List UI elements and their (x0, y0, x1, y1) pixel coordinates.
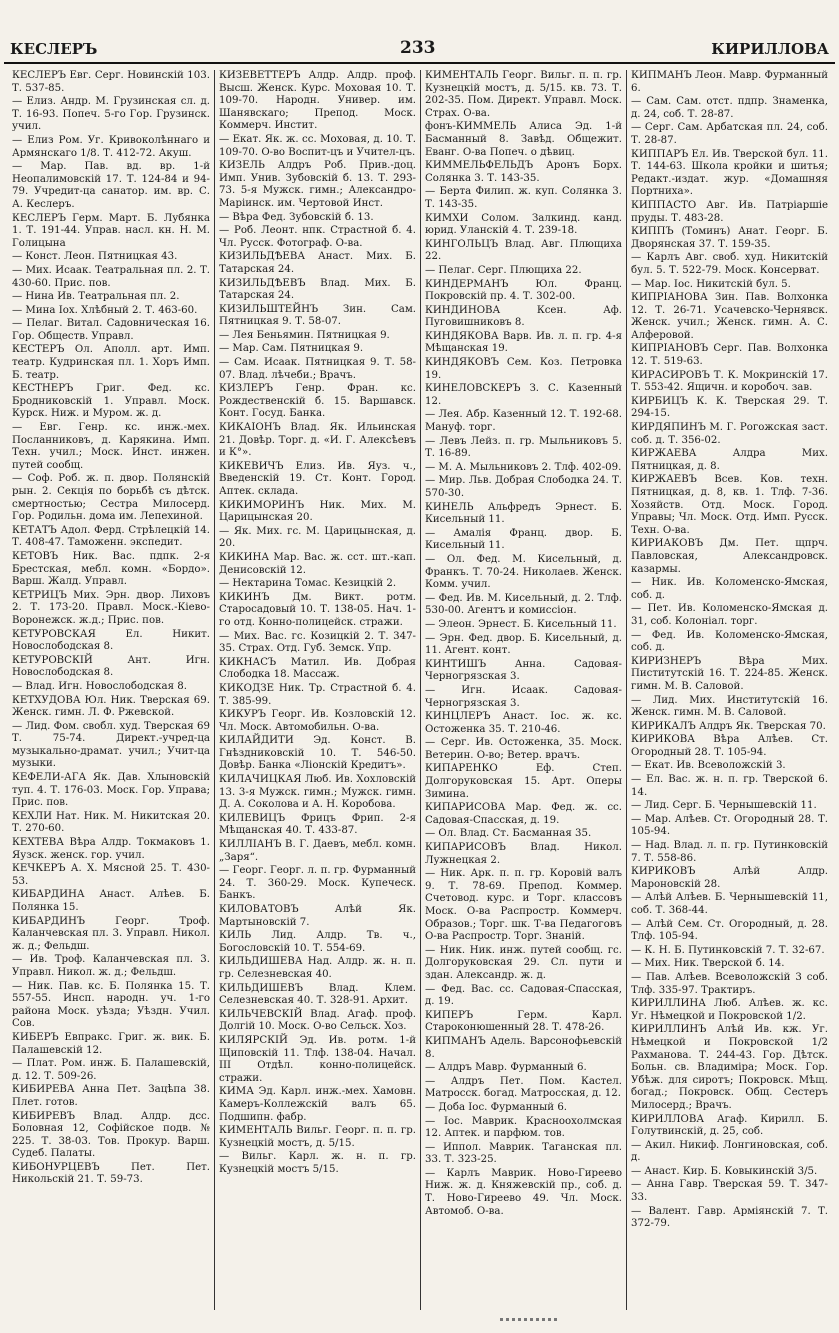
directory-entry: КИЛЬЧЕВСКІЙ Влад. Агаф. проф. Долгій 10. Моск. О-во Сельск. Хоз. (219, 1008, 416, 1033)
directory-entry: — Екат. Як. ж. сс. Моховая, д. 10. Т. 109-70. О-во Воспит-цъ и Учител-цъ. (219, 133, 416, 158)
directory-entry: КИПАРИСОВЪ Влад. Никол. Лужнецкая 2. (425, 842, 622, 866)
directory-entry: — Лея Беньямин. Пятницкая 9. (219, 329, 390, 341)
directory-entry: — Мар. Пав. вд. вр. 1-й Неопалимовскій 17. Т. 124-84 и 94-79. Учредит-ца санатор. им. вр. С. А. Кеслеръ. (12, 161, 210, 210)
directory-entry: КИБОНУРЦЕВЪ Пет. Пет. Никольскій 21. Т. 59-73. (12, 1161, 210, 1186)
directory-entry: — Нина Ив. Театральная пл. 2. (12, 291, 180, 303)
directory-entry: КИБИРЕВА Анна Пет. Зацѣпа 38. Плет. готов. (12, 1084, 210, 1108)
directory-entry: КИЛАЙДИТИ Эд. Конст. В. Гнѣздниковскій 10. Т. 546-50. Довѣр. Банка «Ліонскій Кредитъ». (219, 735, 416, 772)
directory-entry: КИЛАЧИЦКАЯ Люб. Ив. Хохловскій 13. 3-я Мужск. гимн.; Мужск. гимн. Д. А. Соколова и А. Н. Коробова. (219, 774, 416, 811)
directory-entry: — Карлъ Авг. своб. худ. Никитскій бул. 5. Т. 522-79. Моск. Консерват. (631, 252, 828, 276)
directory-entry: — Игн. Исаак. Садовая-Черногрязская 3. (425, 684, 622, 709)
directory-entry: КЕЧКЕРЪ А. Х. Мясной 25. Т. 430-53. (12, 863, 210, 887)
directory-entry: — Валент. Гавр. Арміянскій 7. Т. 372-79. (631, 1205, 828, 1230)
directory-entry: — Иппол. Маврик. Таганская пл. 33. Т. 323-25. (425, 1141, 622, 1166)
directory-entry: — Над. Влад. л. п. гр. Путинковскій 7. Т. 558-86. (631, 840, 828, 864)
directory-entry: КИНДЕРМАНЪ Юл. Франц. Покровскій пр. 4. Т. 302-00. (425, 278, 622, 303)
directory-entry: — Лид. Фом. свобл. худ. Тверская 69 Т. 75-74. Директ.-учред-ца музыкально-драмат. учил.; Учит-ца музыки. (12, 720, 210, 770)
directory-entry: КИППЪ (Томинъ) Анат. Георг. Б. Дворянская 37. Т. 159-35. (631, 226, 828, 250)
footer-print-mark (500, 1318, 560, 1321)
directory-entry: — Конст. Леон. Пятницкая 43. (12, 251, 178, 263)
directory-entry: КИЗИЛЬШТЕЙНЪ Зин. Сам. Пятницкая 9. Т. 58-07. (219, 303, 416, 328)
directory-entry: — К. Н. Б. Путинковскій 7. Т. 32-67. (631, 944, 825, 956)
directory-entry: КИКАІОНЪ Влад. Як. Ильинская 21. Довѣр. Торг. д. «И. Г. Алексѣевъ и К°». (219, 422, 416, 459)
directory-entry: — Іос. Маврик. Красноохолмская 12. Аптек. и парфюм. тов. (425, 1115, 622, 1140)
directory-entry: КИРДЯПИНЪ М. Г. Рогожская заст. соб. д. Т. 356-02. (631, 422, 828, 446)
directory-entry: КИППАРЪ Ел. Ив. Тверской бул. 11. Т. 144-63. Школа кройки и шитья; Редакт.-издат. жур. «Домашняя Портниха». (631, 148, 828, 198)
directory-entry: КИЗЕЛЬ Алдръ Роб. Прив.-доц. Имп. Унив. Зубовскій б. 13. Т. 293-73. 5-я Мужск. гимн.; Александро-Маріинск. им. Чертовой Инст. (219, 160, 416, 209)
directory-entry: — Алдръ Мавр. Фурманный 6. (425, 1062, 587, 1074)
directory-entry: КИНДИНОВА Ксен. Аф. Пуговишниковъ 8. (425, 304, 622, 329)
directory-entry: — Сам. Сам. отст. пдпр. Знаменка, д. 24, соб. Т. 28-87. (631, 96, 828, 120)
directory-entry: КИРЖАЕВА Алдра Мих. Пятницкая, д. 8. (631, 448, 828, 472)
column-3 (420, 70, 626, 1310)
directory-entry: КИКОДЗЕ Ник. Тр. Страстной б. 4. Т. 385-99. (219, 682, 416, 707)
directory-entry: КИЛЬ Лид. Алдр. Тв. ч., Богословскій 10. Т. 554-69. (219, 930, 416, 954)
directory-entry: — Пет. Ив. Коломенско-Ямская д. 31, соб. Колоніал. торг. (631, 603, 828, 627)
directory-entry: — Алѣй Сем. Ст. Огородный, д. 28. Тлф. 105-94. (631, 918, 828, 943)
directory-entry: КИПРІАНОВЪ Серг. Пав. Волхонка 12. Т. 519-63. (631, 343, 828, 368)
directory-entry: КЕХЛИ Нат. Ник. М. Никитская 20. Т. 270-60. (12, 810, 210, 835)
directory-entry: КИНЕЛОВСКЕРЪ З. С. Казенный 12. (425, 383, 622, 407)
directory-entry: КИЗЕВЕТТЕРЪ Алдр. Алдр. проф. Высш. Женск. Курс. Моховая 10. Т. 109-70. Народн. Универ. им. Шанявскаго; Препод. Моск. Коммерч. Инстит. (219, 70, 416, 132)
directory-entry: — Мар. Іос. Никитскій бул. 5. (631, 278, 791, 290)
directory-entry: — Сам. Исаак. Пятницкая 9. Т. 58-07. Влад. лѣчеби.; Врачъ. (219, 357, 416, 381)
directory-entry: КИБИРЕВЪ Влад. Алдр. дсс. Боловная 12, Софійское подв. № 225. Т. 38-03. Тов. Прокур. Варш. Судеб. Палаты. (12, 1110, 210, 1160)
directory-entry: — Лид. Мих. Институтскій 16. Женск. гимн. М. В. Саловой. (631, 694, 828, 719)
directory-entry: — Пелаг. Серг. Плющиха 22. (425, 264, 582, 276)
directory-entry: КИММЕЛЬФЕЛЬДЪ Аронъ Борх. Солянка 3. Т. 143-35. (425, 160, 622, 184)
column-2 (214, 70, 420, 1310)
directory-entry: КИРИЛЛОВА Агаф. Кирилл. Б. Голутвинскій, д. 25, соб. (631, 1113, 828, 1138)
directory-entry: КЕСЛЕРЪ Герм. Март. Б. Лубянка 1. Т. 191-44. Управ. насл. кн. Н. М. Голицына (12, 212, 210, 249)
directory-entry: КИКИМОРИНЪ Ник. Мих. М. Царицынская 20. (219, 499, 416, 524)
directory-entry: КЕСЛЕРЪ Евг. Серг. Новинскій 103. Т. 537-85. (12, 70, 210, 94)
directory-entry: — Левъ Лейз. п. гр. Мыльниковъ 5. Т. 16-89. (425, 435, 622, 460)
columns-container (8, 70, 832, 1310)
directory-entry: КИРИКОВА Вѣра Алѣев. Ст. Огородный 28. Т. 105-94. (631, 734, 828, 758)
directory-entry: КИЛЯРСКІЙ Эд. Ив. ротм. 1-й Щиповскій 11. Тлф. 138-04. Начал. III Отдѣл. конно-полицейск. стражи. (219, 1034, 416, 1084)
directory-entry: — Акил. Никиф. Лонгиновская, соб. д. (631, 1139, 828, 1164)
directory-entry: КИКИНА Мар. Вас. ж. сст. шт.-кап. Денисовскій 12. (219, 551, 416, 576)
header-right-guide-word: КИРИЛЛОВА (711, 40, 829, 58)
directory-entry: КИКНАСЪ Матил. Ив. Добрая Слободка 18. Массаж. (219, 656, 416, 681)
directory-entry: КЕТАТЪ Адол. Ферд. Стрѣлецкій 14. Т. 408-47. Таможенн. экспедит. (12, 524, 210, 549)
page-number: 233 (400, 38, 436, 58)
column-1 (8, 70, 214, 1310)
directory-entry: КИНЦЛЕРЪ Анаст. Іос. ж. кс. Остоженка 35. Т. 210-46. (425, 711, 622, 735)
directory-entry: КИМЕНТАЛЬ Георг. Вильг. п. п. гр. Кузнецкій мостъ, д. 5/15. кв. 73. Т. 202-35. Пом. Директ. Управл. Моск. Страх. О-ва. (425, 70, 622, 119)
directory-entry: КИЛЕВИЦЪ Фрицъ Фрип. 2-я Мѣщанская 40. Т. 433-87. (219, 812, 416, 837)
directory-entry: — Доба Іос. Фурманный 6. (425, 1101, 568, 1113)
header-rule (4, 62, 835, 64)
directory-entry: — Мих. Исаак. Театральная пл. 2. Т. 430-60. Прис. пов. (12, 264, 210, 289)
directory-entry: КИНЕЛЬ Альфредъ Эрнест. Б. Кисельный 11. (425, 501, 622, 526)
page-header (0, 0, 839, 72)
directory-entry: — Нектарина Томас. Кезицкій 2. (219, 578, 397, 590)
directory-entry: — Ник. Пав. кс. Б. Полянка 15. Т. 557-55. Инсп. народн. уч. 1-го района Моск. уѣзда; Уѣздн. Учил. Сов. (12, 980, 210, 1030)
directory-entry: — Амалія Франц. двор. Б. Кисельный 11. (425, 527, 622, 552)
directory-entry: — Серг. Ив. Остоженка, 35. Моск. Ветерин. О-во; Ветер. врачъ. (425, 737, 622, 761)
directory-entry: КИЗЛЕРЪ Генр. Фран. кс. Рождественскій б. 15. Варшавск. Конт. Госуд. Банка. (219, 383, 416, 420)
directory-entry: КИЛОВАТОВЪ Алѣй Як. Мартыновскій 7. (219, 904, 416, 928)
column-4 (626, 70, 832, 1310)
directory-entry: — Ник. Арк. п. п. гр. Коровій валъ 9. Т. 78-69. Препод. Коммер. Счетовод. курс. и Торг. классовъ Моск. О-ва Распростр. Коммерч. Образов.; Торг. шк. Т-ва Педагоговъ О-ва Распростр. Торг. Знаній. (425, 868, 622, 943)
directory-entry: КИППАСТО Авг. Ив. Патріаршіе пруды. Т. 483-28. (631, 199, 828, 224)
header-left-guide-word: КЕСЛЕРЪ (10, 40, 98, 58)
directory-entry: КЕСТНЕРЪ Григ. Фед. кс. Бродниковскій 1. Управл. Моск. Курск. Ниж. и Муром. ж. д. (12, 383, 210, 420)
directory-entry: КИМХИ Солом. Залкинд. канд. юрид. Уланскій 4. Т. 239-18. (425, 212, 622, 237)
directory-entry: — Алѣй Алѣев. Б. Чернышевскій 11, соб. Т. 368-44. (631, 892, 828, 916)
directory-entry: КИПЕРЪ Герм. Карл. Староконюшенный 28. Т. 478-26. (425, 1009, 622, 1034)
directory-entry: КИНТИШЪ Анна. Садовая-Черногрязская 3. (425, 658, 622, 683)
directory-entry: — Мар. Алѣев. Ст. Огородный 28. Т. 105-94. (631, 813, 828, 838)
directory-entry: — Алдръ Пет. Пом. Кастел. Матросск. богад. Матросская, д. 12. (425, 1075, 622, 1100)
directory-entry: — Евг. Генр. кс. инж.-мех. Посланниковъ, д. Карякина. Имп. Техн. учил.; Моск. Инст. инжен. путей сообщ. (12, 422, 210, 471)
directory-entry: — Ив. Троф. Каланчевская пл. 3. Управл. Никол. ж. д.; Фельдш. (12, 954, 210, 978)
directory-entry: — Пелаг. Витал. Садовническая 16. Гор. Обществ. Управл. (12, 318, 210, 342)
directory-entry: КИМЕНТАЛЬ Вильг. Георг. п. п. гр. Кузнецкій мостъ, д. 5/15. (219, 1125, 416, 1149)
directory-entry: КИНДЯКОВА Варв. Ив. л. п. гр. 4-я Мѣщанская 19. (425, 330, 622, 355)
directory-entry: — Соф. Роб. ж. п. двор. Полянскій рын. 2. Секція по борьбѣ съ дѣтск. смертностью; Сестра Милосерд. Гор. Родильн. дома им. Лепехиной. (12, 473, 210, 523)
directory-entry: — Вѣра Фед. Зубовскій б. 13. (219, 211, 374, 223)
directory-entry: — Влад. Игн. Новослободская 8. (12, 680, 187, 692)
directory-entry: — Елиз Ром. Уг. Кривоколѣннаго и Армянскаго 1/8. Т. 412-72. Акуш. (12, 134, 210, 159)
directory-entry: КЕТУРОВСКІЙ Ант. Игн. Новослободская 8. (12, 654, 210, 679)
directory-entry: КИПРІАНОВА Зин. Пав. Волхонка 12. Т. 26-71. Усачевско-Чернявск. Женск. учил.; Женск. гимн. А. С. Алферовой. (631, 292, 828, 341)
directory-entry: — Мина Іох. Хлѣбный 2. Т. 463-60. (12, 304, 198, 316)
directory-entry: КИРАСИРОВЪ Т. К. Мокринскій 17. Т. 553-42. Ящичн. и коробоч. зав. (631, 369, 828, 394)
directory-entry: — Ник. Ник. инж. путей сообщ. гс. Долгоруковская 29. Сл. пути и здан. Александр. ж. д. (425, 944, 622, 981)
directory-entry: КИБЕРЪ Евпракс. Григ. ж. вик. Б. Палашевскій 12. (12, 1031, 210, 1056)
directory-entry: КИРИЗНЕРЪ Вѣра Мих. Пиститутскій 16. Т. 224-85. Женск. гимн. М. В. Саловой. (631, 655, 828, 692)
directory-entry: КИНДЯКОВЪ Сем. Коз. Петровка 19. (425, 357, 622, 381)
directory-entry: КИБАРДИНЪ Георг. Троф. Каланчевская пл. 3. Управл. Никол. ж. д.; Фельдш. (12, 915, 210, 952)
directory-entry: КИРИЛЛИНЪ Алѣй Ив. кж. Уг. Нѣмецкой и Покровской 1/2 Рахманова. Т. 244-43. Гор. Дѣтск. Больн. св. Владиміра; Моск. Гор. Убѣж. для сиротъ; Покровск. Мѣщ. богад.; Покровск. Общ. Сестеръ Милосерд.; Врачъ. (631, 1024, 828, 1111)
directory-entry: КЕХТЕВА Вѣра Алдр. Токмаковъ 1. Яузск. женск. гор. учил. (12, 837, 210, 861)
directory-entry: КЕТУРОВСКАЯ Ел. Никит. Новослободская 8. (12, 628, 210, 653)
directory-entry: КИКЕВИЧЪ Елиз. Ив. Яуз. ч., Введенскій 19. Ст. Конт. Город. Аптек. склада. (219, 460, 416, 497)
directory-entry: КЕТХУДОВА Юл. Ник. Тверская 69. Женск. гимн. Л. Ф. Ржевской. (12, 694, 210, 719)
directory-entry: — Фед. Вас. сс. Садовая-Спасская, д. 19. (425, 983, 622, 1008)
directory-entry: — Анна Гавр. Тверская 59. Т. 347-33. (631, 1179, 828, 1204)
directory-entry: КИРБИЦЪ К. К. Тверская 29. Т. 294-15. (631, 395, 828, 420)
directory-entry: КЕТРИЦЪ Мих. Эрн. двор. Лиховъ 2. Т. 173-20. Правл. Моск.-Кіево-Воронежск. ж.д.; Прис. пов. (12, 589, 210, 626)
directory-entry: — Фед. Ив. М. Кисельный, д. 2. Тлф. 530-00. Агентъ и комиссіон. (425, 592, 622, 617)
directory-entry: — Карлъ Маврик. Ново-Гиреево Ниж. ж. д. Княжевскій пр., соб. д. Т. Ново-Гиреево 49. Чл. Моск. Автомоб. О-ва. (425, 1167, 622, 1217)
directory-entry: — Пав. Алѣев. Всеволожскій 3 соб. Тлф. 335-97. Трактиръ. (631, 971, 828, 996)
directory-entry: — Фед. Ив. Коломенско-Ямская, соб. д. (631, 629, 828, 654)
directory-entry: — Ол. Фед. М. Кисельный, д. Франкъ. Т. 70-24. Николаев. Женск. Комм. учил. (425, 553, 622, 591)
directory-entry: — Плат. Ром. инж. Б. Палашевскій, д. 12. Т. 509-26. (12, 1058, 210, 1082)
directory-entry: — Вильг. Карл. ж. н. п. гр. Кузнецкій мостъ 5/15. (219, 1151, 416, 1175)
directory-entry: КИНГОЛЬЦЪ Влад. Авг. Плющиха 22. (425, 238, 622, 263)
directory-entry: — Анаст. Кир. Б. Ковыкинскій 3/5. (631, 1165, 818, 1177)
directory-entry: КИЗИЛЬДѢЕВЪ Влад. Мих. Б. Татарская 24. (219, 277, 416, 302)
directory-entry: — Ел. Вас. ж. н. п. гр. Тверской 6. 14. (631, 774, 828, 798)
directory-entry: КИРИАКОВЪ Дм. Пет. щпрч. Павловская, Александровск. казармы. (631, 538, 828, 575)
directory-entry: КИКУРЪ Георг. Ив. Козловскій 12. Чл. Моск. Автомобильн. О-ва. (219, 709, 416, 733)
directory-entry: КЕТОВЪ Ник. Вас. пдпк. 2-я Брестская, мебл. комн. «Бордо». Варш. Жалд. Управл. (12, 550, 210, 588)
directory-entry: — Ол. Влад. Ст. Басманная 35. (425, 828, 592, 840)
directory-entry: КИРИКОВЪ Алѣй Алдр. Мароновскій 28. (631, 866, 828, 890)
directory-entry: КИРИЛЛИНА Люб. Алѣев. ж. кс. Уг. Нѣмецкой и Покровской 1/2. (631, 998, 828, 1022)
directory-entry: — Роб. Леонт. нпк. Страстной б. 4. Чл. Русск. Фотограф. О-ва. (219, 225, 416, 249)
directory-entry: — Екат. Ив. Всеволожскій 3. (631, 760, 786, 772)
directory-entry: КИМА Эд. Карл. инж.-мех. Хамовн. Камеръ-Коллежскій валъ 65. Подшипн. фабр. (219, 1086, 416, 1123)
directory-entry: — Серг. Сам. Арбатская пл. 24, соб. Т. 28-87. (631, 122, 828, 146)
directory-entry: — М. А. Мыльниковъ 2. Тлф. 402-09. (425, 461, 622, 473)
directory-entry: КИПМАНЪ Леон. Мавр. Фурманный 6. (631, 70, 828, 94)
directory-entry: КИПАРИСОВА Мар. Фед. ж. сс. Садовая-Спасская, д. 19. (425, 802, 622, 826)
directory-entry: КИПАРЕНКО Еф. Степ. Долгоруковская 15. Арт. Оперы Зимина. (425, 763, 622, 800)
directory-entry: — Лея. Абр. Казенный 12. Т. 192-68. Мануф. торг. (425, 409, 622, 434)
directory-entry: — Мих. Вас. гс. Козицкій 2. Т. 347-35. Страх. Отд. Губ. Земск. Упр. (219, 630, 416, 655)
directory-entry: — Элеон. Эрнест. Б. Кисельный 11. (425, 618, 617, 630)
directory-entry: — Як. Мих. гс. М. Царицынская, д. 20. (219, 525, 416, 550)
directory-entry: КИРЖАЕВЪ Всев. Ков. техн. Пятницкая, д. 8, кв. 1. Тлф. 7-36. Хозяйств. Отд. Моск. Город. Управы; Чл. Моск. Отд. Имп. Русск. Техн. О-ва. (631, 474, 828, 536)
directory-entry: — Георг. Георг. л. п. гр. Фурманный 24. Т. 360-29. Моск. Купеческ. Банкъ. (219, 865, 416, 902)
directory-entry: — Берта Филип. ж. куп. Солянка 3. Т. 143-35. (425, 186, 622, 210)
directory-entry: КИЛЬДИШЕВА Над. Алдр. ж. н. п. гр. Селезневская 40. (219, 956, 416, 980)
directory-entry: — Мар. Сам. Пятницкая 9. (219, 343, 364, 355)
directory-entry: КИЗИЛЬДѢЕВА Анаст. Мих. Б. Татарская 24. (219, 251, 416, 275)
directory-entry: — Мир. Льв. Добрая Слободка 24. Т. 570-30. (425, 475, 622, 499)
directory-entry: — Эрн. Фед. двор. Б. Кисельный, д. 11. Агент. конт. (425, 632, 622, 657)
directory-entry: — Ник. Ив. Коломенско-Ямская, соб. д. (631, 577, 828, 601)
directory-entry: фонъ-КИММЕЛЬ Алиса Эд. 1-й Басманный 8. Завѣд. Общежит. Еванг. О-ва Попеч. о дѣвиц. (425, 121, 622, 158)
directory-entry: — Мих. Ник. Тверской б. 14. (631, 958, 785, 970)
directory-entry: — Лид. Серг. Б. Чернышевскій 11. (631, 800, 817, 812)
directory-entry: КИРИКАЛЪ Алдръ Як. Тверская 70. (631, 720, 826, 732)
directory-entry: КИКИНЪ Дм. Викт. ротм. Старосадовый 10. Т. 138-05. Нач. 1-го отд. Конно-полицейск. стражи. (219, 591, 416, 628)
directory-entry: — Елиз. Андр. М. Грузинская сл. д. Т. 16-93. Попеч. 5-го Гор. Грузинск. учил. (12, 96, 210, 133)
directory-entry: КИПМАНЪ Адель. Варсонофьевскій 8. (425, 1035, 622, 1060)
directory-entry: КЕФЕЛИ-АГА Як. Дав. Хлыновскій туп. 4. Т. 176-03. Моск. Гор. Управа; Прис. пов. (12, 772, 210, 809)
directory-entry: КЕСТЕРЪ Ол. Аполл. арт. Имп. театр. Кудринская пл. 1. Хоръ Имп. Б. театр. (12, 344, 210, 381)
directory-entry: КИЛЬДИШЕВЪ Влад. Клем. Селезневская 40. Т. 328-91. Архит. (219, 982, 416, 1007)
directory-entry: КИБАРДИНА Анаст. Алѣев. Б. Полянка 15. (12, 889, 210, 913)
directory-entry: КИЛЛІАНЪ В. Г. Даевъ, мебл. комн. „Заря“. (219, 839, 416, 863)
